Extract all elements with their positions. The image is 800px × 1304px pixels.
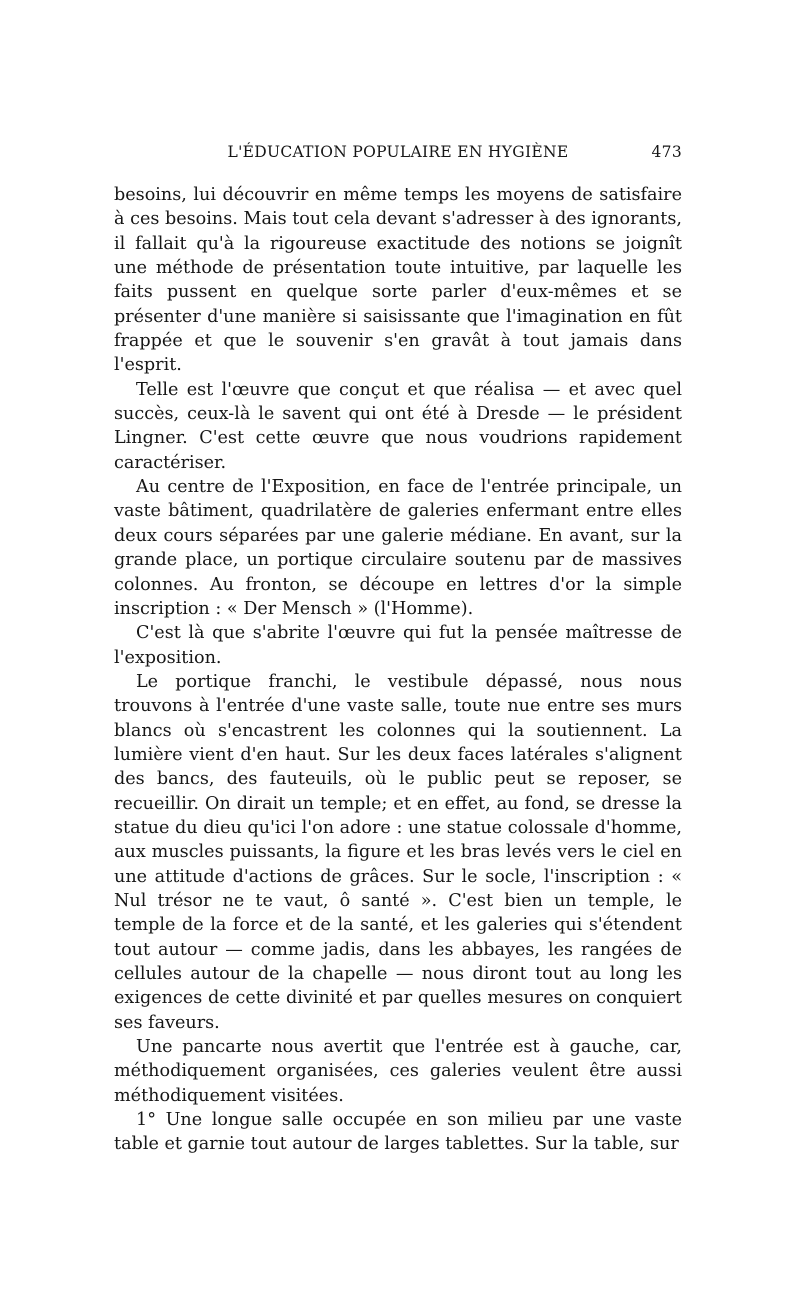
paragraph-6: Une pancarte nous avertit que l'entrée est à gauche, car, méthodiquement organisées, ces galeries veulent être aussi méthodiquement visitées. [114,1037,682,1106]
paragraph-1: besoins, lui découvrir en même temps les moyens de satisfaire à ces besoins. Mais tout cela devant s'adresser à des ignorants, il fallait qu'à la rigoureuse exactitude des notions se joignît une méthode de présentation toute intuitive, par laquelle les faits pussent en quelque sorte parler d'eux-mêmes et se présenter d'une manière si saisissante que l'imagination en fût frappée et que le souvenir s'en gravât à tout jamais dans l'esprit. [114,185,682,376]
paragraph-2: Telle est l'œuvre que conçut et que réalisa — et avec quel succès, ceux-là le savent qui ont été à Dresde — le président Lingner. C'est cette œuvre que nous voudrions rapidement caractériser. [114,379,682,473]
body-text [114,183,682,1157]
book-page [114,143,682,1157]
paragraph-4: C'est là que s'abrite l'œuvre qui fut la pensée maîtresse de l'exposition. [114,623,682,668]
paragraph-5: Le portique franchi, le vestibule dépassé, nous nous trouvons à l'entrée d'une vaste salle, toute nue entre ses murs blancs où s'encastrent les colonnes qui la soutiennent. La lumière vient d'en haut. Sur les deux faces latérales s'alignent des bancs, des fauteuils, où le public peut se reposer, se recueillir. On dirait un temple; et en effet, au fond, se dresse la statue du dieu qu'ici l'on adore : une statue colossale d'homme, aux muscles puissants, la figure et les bras levés vers le ciel en une attitude d'actions de grâces. Sur le socle, l'inscription : « Nul trésor ne te vaut, ô santé ». C'est bien un temple, le temple de la force et de la santé, et les galeries qui s'étendent tout autour — comme jadis, dans les abbayes, les rangées de cellules autour de la chapelle — nous diront tout au long les exigences de cette divinité et par quelles mesures on conquiert ses faveurs. [114,671,682,1033]
running-title: L'ÉDUCATION POPULAIRE EN HYGIÈNE [227,143,569,161]
paragraph-7: 1° Une longue salle occupée en son milieu par une vaste table et garnie tout autour de larges tablettes. Sur la table, sur [114,1110,682,1155]
page-number: 473 [651,143,682,161]
running-header [114,143,682,169]
paragraph-3: Au centre de l'Exposition, en face de l'entrée principale, un vaste bâtiment, quadrilatère de galeries enfermant entre elles deux cours séparées par une galerie médiane. En avant, sur la grande place, un portique circulaire soutenu par de massives colonnes. Au fronton, se découpe en lettres d'or la simple inscription : « Der Mensch » (l'Homme). [114,477,682,619]
